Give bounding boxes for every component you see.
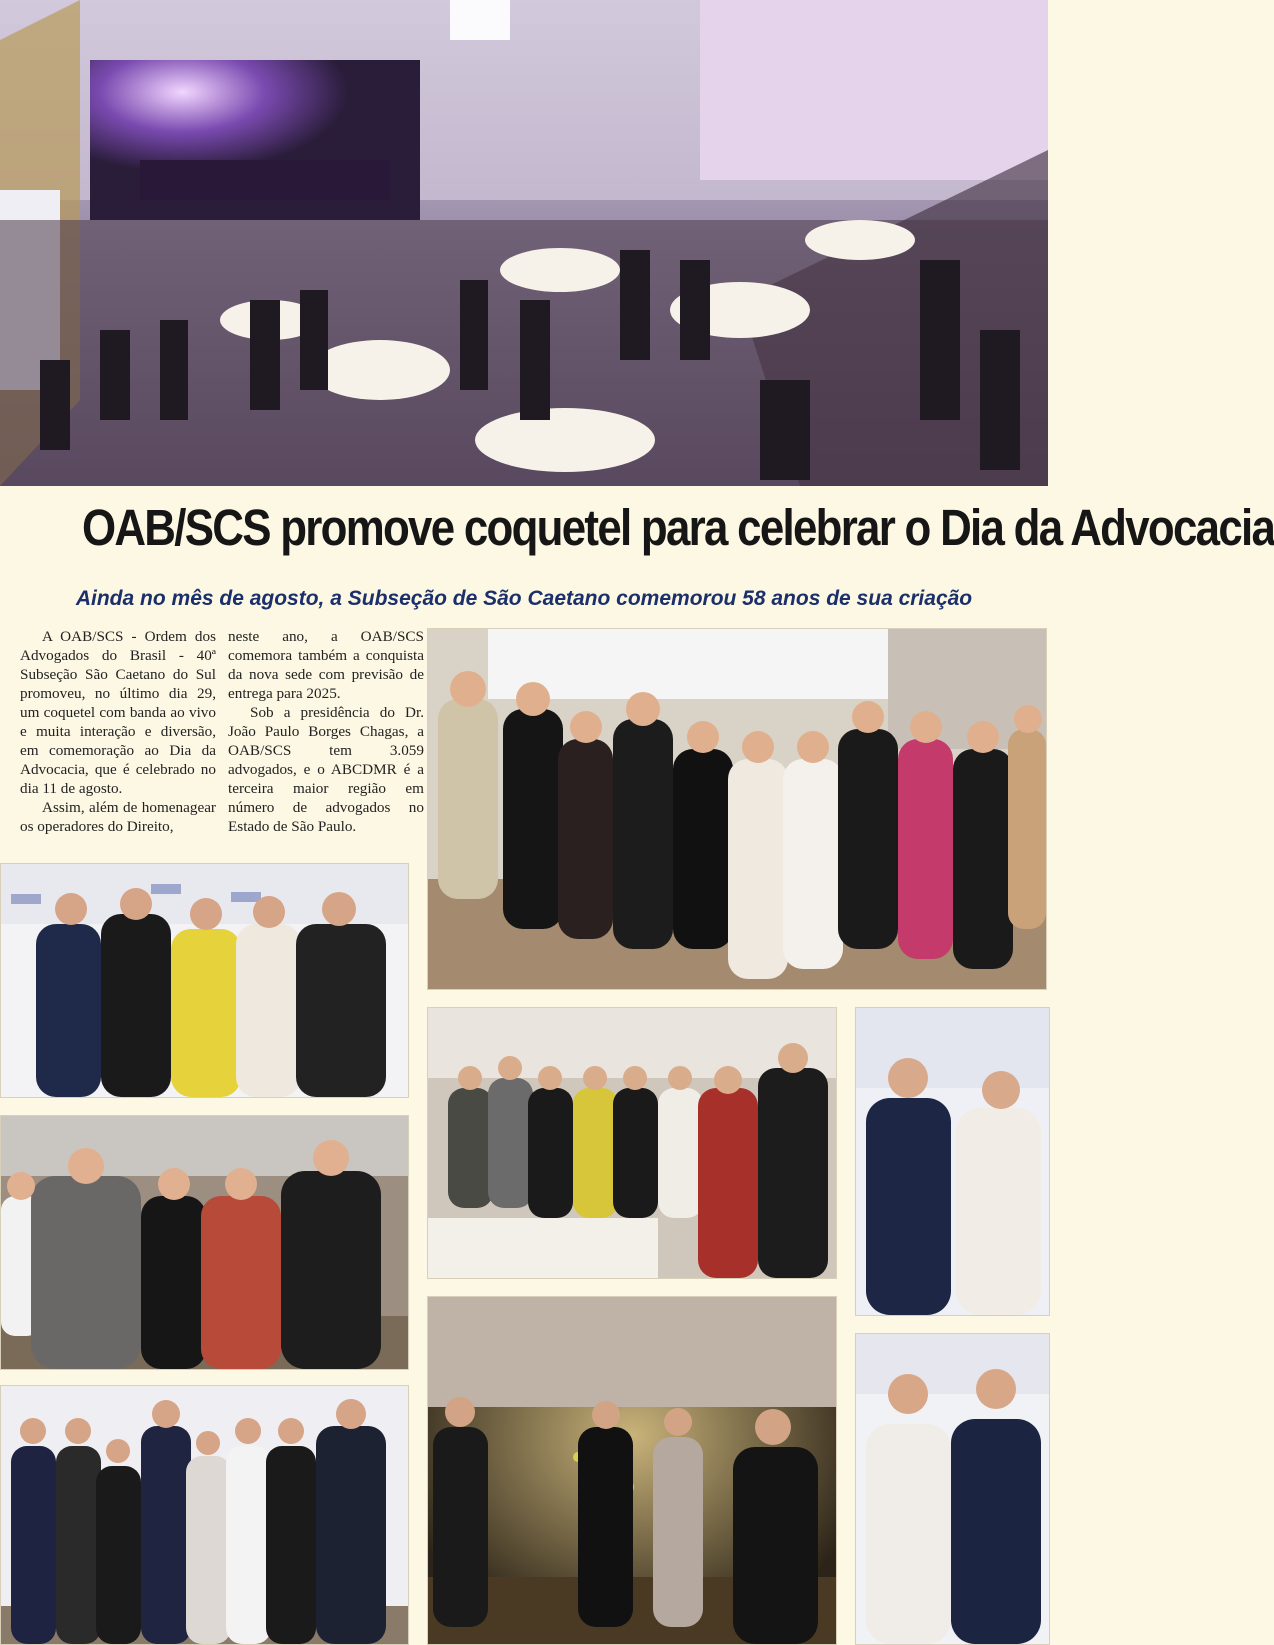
group-four-photo xyxy=(0,1115,409,1370)
headline: OAB/SCS promove coquetel para celebrar o Dia da Advocacia xyxy=(81,499,1274,556)
group-eight-photo xyxy=(0,1385,409,1645)
body-paragraph: neste ano, a OAB/SCS comemora também a conquista da nova sede com previsão de entrega para 2025. xyxy=(228,628,424,702)
couple-photo-1 xyxy=(855,1007,1050,1316)
body-paragraph: A OAB/SCS - Ordem dos Advogados do Brasil - 40ª Subseção São Caetano do Sul promoveu, no último dia 29, um coquetel com banda ao vivo e muita interação e diversão, em comemoração ao Dia da Advocacia, que é celebrado no dia 11 de agosto. xyxy=(20,628,216,797)
subheadline: Ainda no mês de agosto, a Subseção de São Caetano comemorou 58 anos de sua criação xyxy=(75,587,973,610)
body-paragraph: Sob a presidência do Dr. João Paulo Borges Chagas, a OAB/SCS tem 3.059 advogados, e o ABCDMR é a terceira maior região em número de advogados no Estado de São Paulo. xyxy=(228,704,424,835)
couple-photo-2 xyxy=(855,1333,1050,1645)
body-paragraph: Assim, além de homenagear os operadores do Direito, xyxy=(20,799,216,835)
group-five-photo xyxy=(0,863,409,1098)
table-group-photo xyxy=(427,1007,837,1279)
body-column-2 xyxy=(228,627,424,836)
body-column-1 xyxy=(20,627,216,836)
hero-ballroom-photo xyxy=(0,0,1048,486)
group-women-photo xyxy=(427,628,1047,990)
dance-floor-photo xyxy=(427,1296,837,1645)
